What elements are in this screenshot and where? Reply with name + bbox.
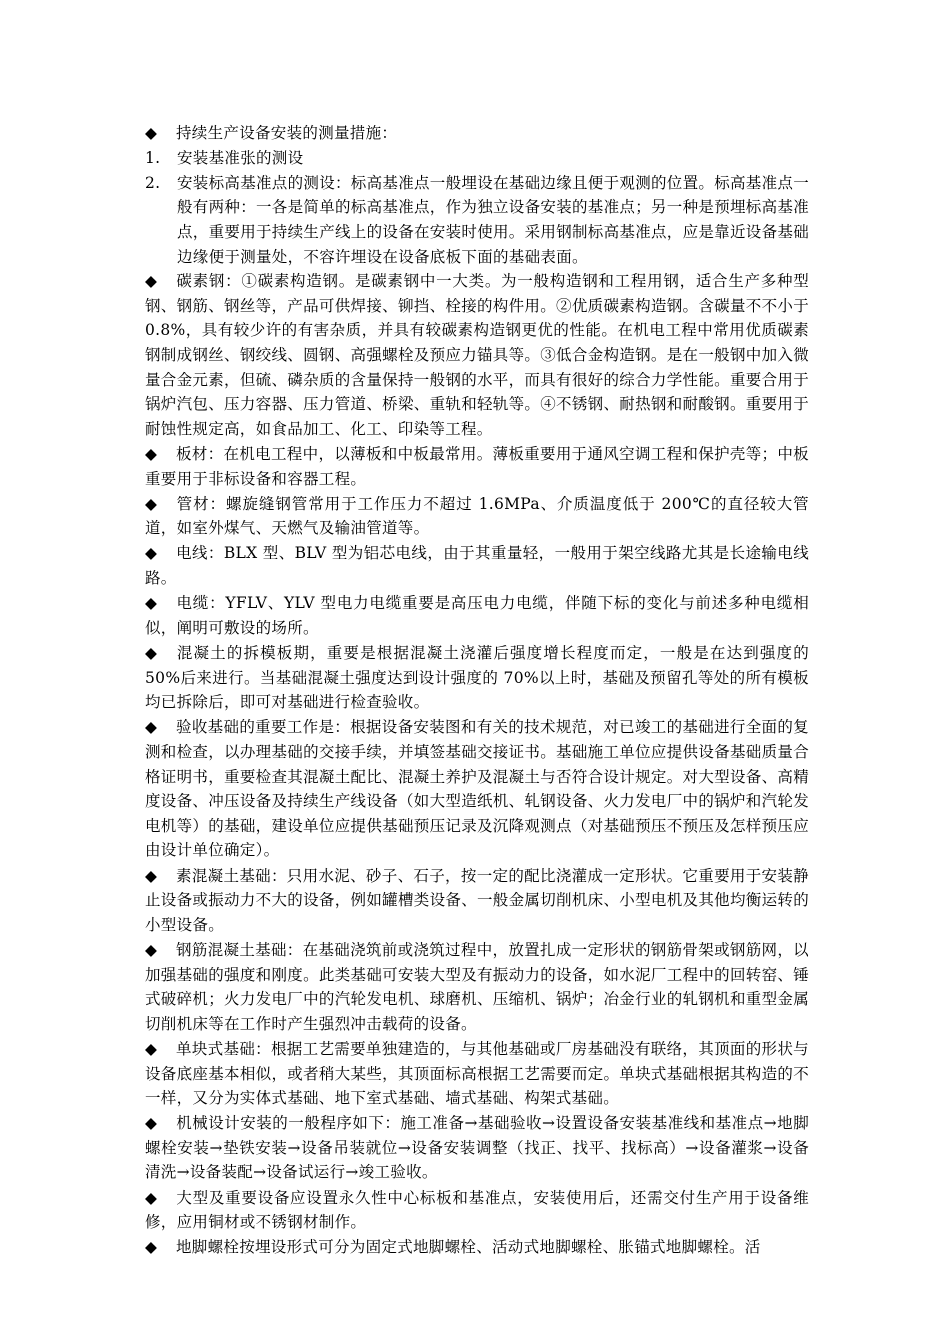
paragraph	[145, 269, 809, 441]
bullet-icon: ◆	[145, 1114, 158, 1133]
bullet-icon: ◆	[145, 1188, 158, 1207]
section-heading	[145, 121, 809, 146]
paragraph	[145, 1186, 809, 1235]
paragraph-text: 板材：在机电工程中，以薄板和中板最常用。薄板重要用于通风空调工程和保护壳等；中板重要用于非标设备和容器工程。	[145, 444, 809, 488]
paragraph	[145, 641, 809, 715]
bullet-icon: ◆	[145, 444, 158, 463]
paragraph-text: 电线：BLX 型、BLV 型为铝芯电线，由于其重量轻，一般用于架空线路尤其是长途输电线路。	[145, 544, 809, 588]
paragraph-text: 机械设计安装的一般程序如下：施工准备→基础验收→设置设备安装基准线和基准点→地脚螺栓安装→垫铁安装→设备吊装就位→设备安装调整（找正、找平、找标高）→设备灌浆→设备清洗→设备装配→设备试运行→竣工验收。	[145, 1114, 809, 1182]
item-text: 安装基准张的测设	[177, 149, 304, 168]
bullet-icon: ◆	[145, 124, 158, 142]
paragraph	[145, 541, 809, 590]
paragraph-text: 素混凝土基础：只用水泥、砂子、石子，按一定的配比浇灌成一定形状。它重要用于安装静止设备或振动力不大的设备，例如罐槽类设备、一般金属切削机床、小型电机及其他均衡运转的小型设备。	[145, 866, 809, 934]
bullet-icon: ◆	[145, 866, 158, 885]
paragraph	[145, 1111, 809, 1185]
bullet-icon: ◆	[145, 940, 158, 959]
bullet-icon: ◆	[145, 718, 158, 737]
paragraph	[145, 442, 809, 491]
bullet-icon: ◆	[145, 1238, 158, 1257]
paragraph-text: 混凝土的拆模板期，重要是根据混凝土浇灌后强度增长程度而定，一般是在达到强度的 50%后来进行。当基础混凝土强度达到设计强度的 70%以上时，基础及预留孔等处的所有模板均已拆除后，即可对基础进行检查验收。	[145, 644, 809, 712]
bullet-icon: ◆	[145, 644, 158, 663]
numbered-item	[145, 171, 809, 269]
item-text: 安装标高基准点的测设：标高基准点一般埋设在基础边缘且便于观测的位置。标高基准点一般有两种：一各是简单的标高基准点，作为独立设备安装的基准点；另一种是预埋标高基准点，重要用于持续生产线上的设备在安装时使用。采用钢制标高基准点，应是靠近设备基础边缘便于测量处，不容许埋设在设备底板下面的基础表面。	[177, 173, 810, 266]
paragraph-text: 碳素钢：①碳素构造钢。是碳素钢中一大类。为一般构造钢和工程用钢，适合生产多种型钢、钢筋、钢丝等，产品可供焊接、铆挡、栓接的构件用。②优质碳素构造钢。含碳量不不小于 0.8%，具有较少许的有害杂质，并具有较碳素构造钢更优的性能。在机电工程中常用优质碳素钢制成钢丝、钢绞线、圆钢、高强螺栓及预应力锚具等。③低合金构造钢。是在一般钢中加入微量合金元素，但硫、磷杂质的含量保持一般钢的水平，而具有很好的综合力学性能。重要合用于锅炉汽包、压力容器、压力管道、桥梁、重轨和轻轨等。④不锈钢、耐热钢和耐酸钢。重要用于耐蚀性规定高，如食品加工、化工、印染等工程。	[145, 272, 809, 438]
paragraph-text: 单块式基础：根据工艺需要单独建造的，与其他基础或厂房基础没有联络，其顶面的形状与设备底座基本相似，或者稍大某些，其顶面标高根据工艺需要而定。单块式基础根据其构造的不一样，又分为实体式基础、地下室式基础、墙式基础、构架式基础。	[145, 1039, 809, 1108]
heading-text: 持续生产设备安装的测量措施：	[176, 124, 398, 142]
numbered-item	[145, 146, 809, 171]
document-body	[145, 121, 809, 1261]
bullet-icon: ◆	[145, 544, 158, 563]
bullet-icon: ◆	[145, 1039, 158, 1058]
paragraph	[145, 1235, 809, 1260]
item-number: 1.	[145, 149, 161, 168]
paragraph	[145, 492, 809, 541]
paragraph	[145, 864, 809, 938]
paragraph-text: 验收基础的重要工作是：根据设备安装图和有关的技术规范，对已竣工的基础进行全面的复测和检查，以办理基础的交接手续，并填签基础交接证书。基础施工单位应提供设备基础质量合格证明书，重要检查其混凝土配比、混凝土养护及混凝土与否符合设计规定。对大型设备、高精度设备、冲压设备及持续生产线设备（如大型造纸机、轧钢设备、火力发电厂中的锅炉和汽轮发电机等）的基础，建设单位应提供基础预压记录及沉降观测点（对基础预压不预压及怎样预压应由设计单位确定）。	[145, 718, 809, 860]
paragraph	[145, 938, 809, 1036]
bullet-icon: ◆	[145, 594, 158, 613]
paragraph	[145, 1037, 809, 1111]
paragraph-text: 钢筋混凝土基础：在基础浇筑前或浇筑过程中，放置扎成一定形状的钢筋骨架或钢筋网，以加强基础的强度和刚度。此类基础可安装大型及有振动力的设备，如水泥厂工程中的回转窑、锤式破碎机；火力发电厂中的汽轮发电机、球磨机、压缩机、锅炉；冶金行业的轧钢机和重型金属切削机床等在工作时产生强烈冲击载荷的设备。	[145, 940, 809, 1033]
paragraph	[145, 715, 809, 863]
paragraph-text: 电缆：YFLV、YLV 型电力电缆重要是高压电力电缆，伴随下标的变化与前述多种电缆相似，阐明可敷设的场所。	[145, 594, 809, 637]
paragraph-text: 大型及重要设备应设置永久性中心标板和基准点，安装使用后，还需交付生产用于设备维修，应用铜材或不锈钢材制作。	[145, 1188, 809, 1232]
paragraph-text: 地脚螺栓按埋设形式可分为固定式地脚螺栓、活动式地脚螺栓、胀锚式地脚螺栓。活	[176, 1238, 761, 1257]
bullet-icon: ◆	[145, 272, 158, 291]
item-number: 2.	[145, 173, 161, 192]
paragraph-text: 管材：螺旋缝钢管常用于工作压力不超过 1.6MPa、介质温度低于 200℃的直径较大管道，如室外煤气、天燃气及输油管道等。	[145, 494, 809, 538]
paragraph	[145, 591, 809, 640]
bullet-icon: ◆	[145, 494, 158, 513]
